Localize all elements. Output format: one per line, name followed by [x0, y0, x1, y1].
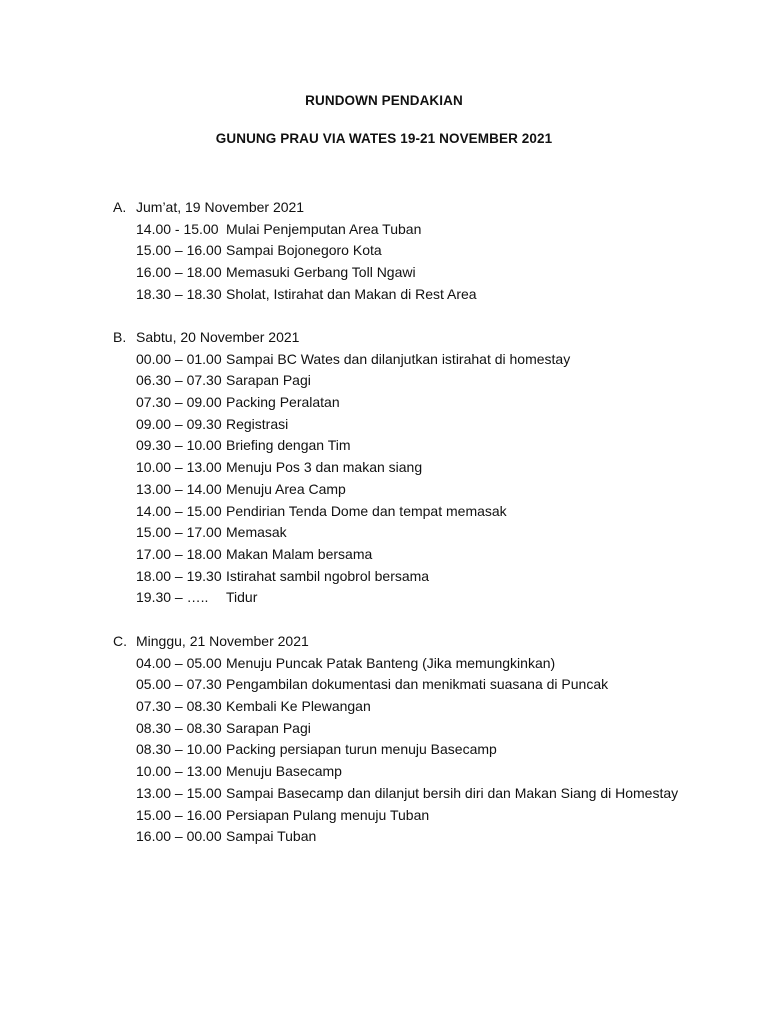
schedule-time: 15.00 – 16.00	[136, 806, 222, 823]
schedule-activity: Pendirian Tenda Dome dan tempat memasak	[226, 502, 507, 519]
schedule-time: 09.00 – 09.30	[136, 415, 222, 432]
schedule-time: 07.30 – 09.00	[136, 394, 222, 411]
schedule-activity: Kembali Ke Plewangan	[226, 698, 371, 715]
schedule-row	[0, 785, 768, 807]
schedule-row	[0, 698, 768, 720]
schedule-row	[0, 394, 768, 416]
schedule-time: 18.30 – 18.30	[136, 285, 222, 302]
schedule-activity: Memasak	[226, 524, 287, 541]
schedule-row	[0, 676, 768, 698]
schedule-row	[0, 807, 768, 829]
schedule-row	[0, 546, 768, 568]
schedule-time: 00.00 – 01.00	[136, 350, 222, 367]
schedule-time: 18.00 – 19.30	[136, 567, 222, 584]
schedule-activity: Sarapan Pagi	[226, 372, 311, 389]
schedule-row	[0, 242, 768, 264]
section-a	[0, 199, 768, 307]
schedule-time: 05.00 – 07.30	[136, 676, 222, 693]
schedule-activity: Briefing dengan Tim	[226, 437, 351, 454]
schedule-time: 16.00 – 00.00	[136, 828, 222, 845]
schedule-activity: Tidur	[226, 589, 258, 606]
schedule-time: 15.00 – 16.00	[136, 242, 222, 259]
schedule-row	[0, 524, 768, 546]
section-heading	[0, 329, 768, 351]
schedule-row	[0, 437, 768, 459]
schedule-activity: Menuju Basecamp	[226, 763, 342, 780]
schedule-list	[0, 351, 768, 611]
schedule-row	[0, 416, 768, 438]
schedule-row	[0, 481, 768, 503]
schedule-row	[0, 655, 768, 677]
schedule-time: 17.00 – 18.00	[136, 545, 222, 562]
schedule-list	[0, 221, 768, 308]
schedule-list	[0, 655, 768, 850]
section-c	[0, 633, 768, 850]
schedule-time: 14.00 – 15.00	[136, 502, 222, 519]
section-b	[0, 329, 768, 611]
schedule-activity: Persiapan Pulang menuju Tuban	[226, 806, 430, 823]
schedule-time: 08.30 – 08.30	[136, 719, 222, 736]
schedule-time: 10.00 – 13.00	[136, 459, 222, 476]
schedule-activity: Packing persiapan turun menuju Basecamp	[226, 741, 497, 758]
schedule-row	[0, 372, 768, 394]
section-date: Jum’at, 19 November 2021	[136, 199, 305, 215]
schedule-row	[0, 286, 768, 308]
schedule-row	[0, 264, 768, 286]
schedule-time: 14.00 - 15.00	[136, 220, 219, 237]
schedule-activity: Makan Malam bersama	[226, 545, 373, 562]
schedule-row	[0, 221, 768, 243]
section-date: Sabtu, 20 November 2021	[136, 329, 300, 345]
schedule-activity: Packing Peralatan	[226, 394, 340, 411]
section-letter: A.	[113, 199, 127, 215]
schedule-activity: Sampai Bojonegoro Kota	[226, 242, 382, 259]
schedule-time: 06.30 – 07.30	[136, 372, 222, 389]
schedule-time: 13.00 – 15.00	[136, 784, 222, 801]
schedule-time: 19.30 – …..	[136, 589, 209, 606]
schedule-time: 04.00 – 05.00	[136, 654, 222, 671]
schedule-row	[0, 503, 768, 525]
schedule-time: 15.00 – 17.00	[136, 524, 222, 541]
schedule-row	[0, 828, 768, 850]
schedule-time: 10.00 – 13.00	[136, 763, 222, 780]
section-heading	[0, 199, 768, 221]
schedule-activity: Pengambilan dokumentasi dan menikmati suasana di Puncak	[226, 676, 609, 693]
schedule-row	[0, 741, 768, 763]
schedule-row	[0, 763, 768, 785]
schedule-activity: Sampai Tuban	[226, 828, 317, 845]
document-title: RUNDOWN PENDAKIAN	[305, 93, 463, 108]
schedule-time: 16.00 – 18.00	[136, 264, 222, 281]
schedule-row	[0, 589, 768, 611]
schedule-activity: Sampai Basecamp dan dilanjut bersih diri dan Makan Siang di Homestay	[226, 784, 679, 801]
section-date: Minggu, 21 November 2021	[136, 633, 309, 649]
schedule-activity: Registrasi	[226, 415, 289, 432]
schedule-activity: Sarapan Pagi	[226, 719, 311, 736]
schedule-activity: Menuju Area Camp	[226, 480, 346, 497]
schedule-time: 13.00 – 14.00	[136, 480, 222, 497]
schedule-activity: Menuju Puncak Patak Banteng (Jika memungkinkan)	[226, 654, 556, 671]
schedule-row	[0, 351, 768, 373]
schedule-activity: Istirahat sambil ngobrol bersama	[226, 567, 430, 584]
schedule-activity: Memasuki Gerbang Toll Ngawi	[226, 264, 416, 281]
section-letter: C.	[113, 633, 127, 649]
schedule-row	[0, 568, 768, 590]
section-heading	[0, 633, 768, 655]
schedule-activity: Sampai BC Wates dan dilanjutkan istirahat di homestay	[226, 350, 571, 367]
schedule-row	[0, 720, 768, 742]
schedule-time: 09.30 – 10.00	[136, 437, 222, 454]
section-letter: B.	[113, 329, 127, 345]
schedule-time: 07.30 – 08.30	[136, 698, 222, 715]
schedule-activity: Mulai Penjemputan Area Tuban	[226, 220, 422, 237]
schedule-time: 08.30 – 10.00	[136, 741, 222, 758]
schedule-activity: Sholat, Istirahat dan Makan di Rest Area	[226, 285, 477, 302]
document-subtitle: GUNUNG PRAU VIA WATES 19-21 NOVEMBER 2021	[215, 131, 553, 146]
schedule-activity: Menuju Pos 3 dan makan siang	[226, 459, 423, 476]
schedule-row	[0, 459, 768, 481]
